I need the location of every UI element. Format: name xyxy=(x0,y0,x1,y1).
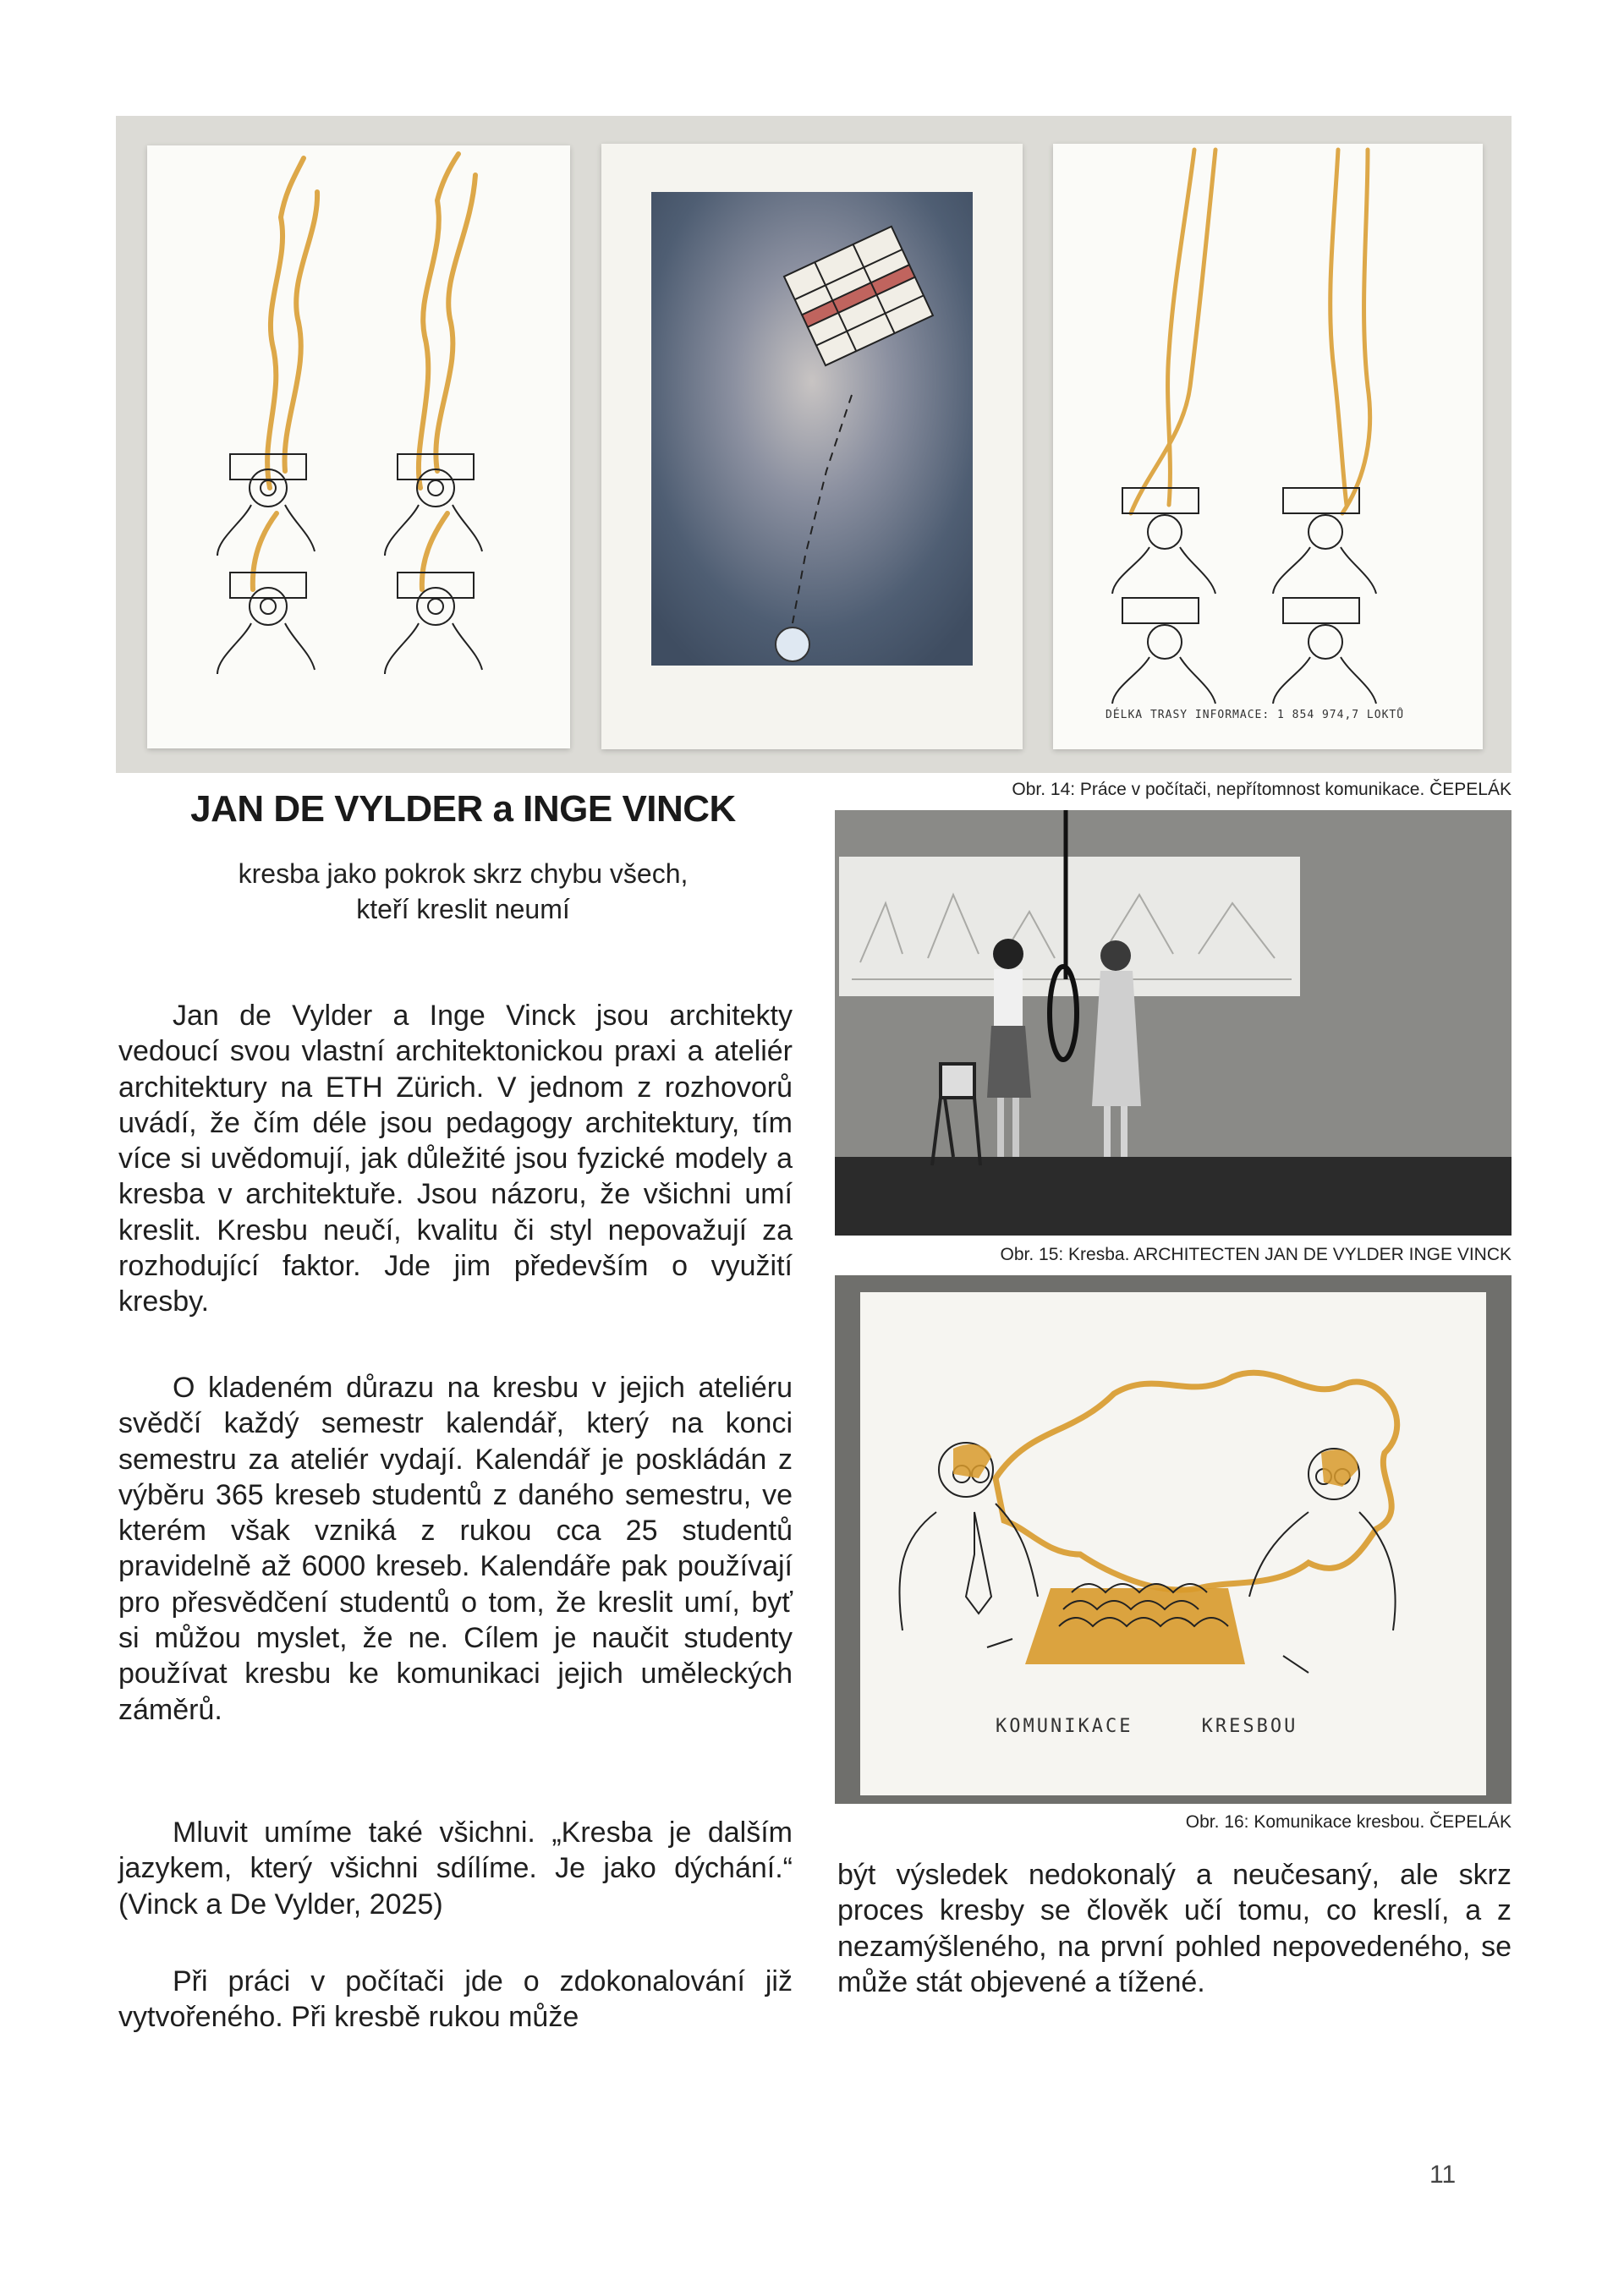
left-column-text xyxy=(118,998,793,1320)
right-column-text xyxy=(837,1857,1512,2000)
figure-16-caption: Obr. 16: Komunikace kresbou. ČEPELÁK xyxy=(1185,1812,1512,1832)
figure-15-scene xyxy=(835,810,1512,1236)
figure-14-drawing-text: DÉLKA TRASY INFORMACE: 1 854 974,7 LOKTŮ xyxy=(1106,709,1405,721)
figure-14-image xyxy=(116,116,1512,773)
figure-15-photo xyxy=(835,810,1512,1236)
figure-15-caption: Obr. 15: Kresba. ARCHITECTEN JAN DE VYLDER INGE VINCK xyxy=(1000,1245,1512,1264)
paragraph-3: Mluvit umíme také všichni. „Kresba je dalším jazykem, který všichni sdílíme. Je jako dýchání.“ (Vinck a De Vylder, 2025) xyxy=(118,1817,793,1921)
article-subtitle xyxy=(118,856,808,927)
figure-14-drawings xyxy=(116,116,1512,773)
figure-14-caption: Obr. 14: Práce v počítači, nepřítomnost komunikace. ČEPELÁK xyxy=(1012,780,1512,799)
figure-16-drawing-text: KOMUNIKACE KRESBOU xyxy=(996,1716,1298,1737)
left-column-text-4 xyxy=(118,1964,793,2036)
subtitle-line-1: kresba jako pokrok skrz chybu všech, xyxy=(238,858,689,889)
page-number: 11 xyxy=(1429,2161,1457,2189)
paragraph-2: O kladeném důrazu na kresbu v jejich ateliéru svědčí každý semestr kalendář, který na konci semestru za ateliér vydají. Kalendář je poskládán z výběru 365 kreseb studentů z daného semestru, ve kterém však vzniká z rukou cca 25 studentů pravidelně až 6000 kreseb. Kalendáře pak používají pro přesvědčení studentů o tom, že kreslit umí, byť si můžou myslet, že ne. Cílem je naučit studenty používat kresbu ke komunikaci jejich uměleckých záměrů. xyxy=(118,1372,793,1726)
paragraph-4: Při práci v počítači jde o zdokonalování již vytvořeného. Při kresbě rukou může xyxy=(118,1965,793,2034)
article-title: JAN DE VYLDER a INGE VINCK xyxy=(190,788,736,830)
figure-16-image xyxy=(835,1275,1512,1804)
left-column-text-2 xyxy=(118,1370,793,1728)
continuation-paragraph: být výsledek nedokonalý a neučesaný, ale skrz proces kresby se člověk učí tomu, co kreslí, a z nezamýšleného, na první pohled nepovedeného, se může stát objevené a tížené. xyxy=(837,1859,1512,1998)
subtitle-line-2: kteří kreslit neumí xyxy=(356,894,570,924)
figure-16-drawing xyxy=(835,1275,1512,1804)
paragraph-1: Jan de Vylder a Inge Vinck jsou architekty vedoucí svou vlastní architektonickou praxi a ateliér architektury na ETH Zürich. V jednom z rozhovorů uvádí, že čím déle jsou pedagogy architektury, tím více si uvědomují, jak důležité jsou fyzické modely a kresba v architektuře. Jsou názoru, že všichni umí kreslit. Kresbu neučí, kvalitu či styl nepovažují za rozhodující faktor. Jde jim především o využití kresby. xyxy=(118,1000,793,1318)
left-column-text-3 xyxy=(118,1815,793,1922)
